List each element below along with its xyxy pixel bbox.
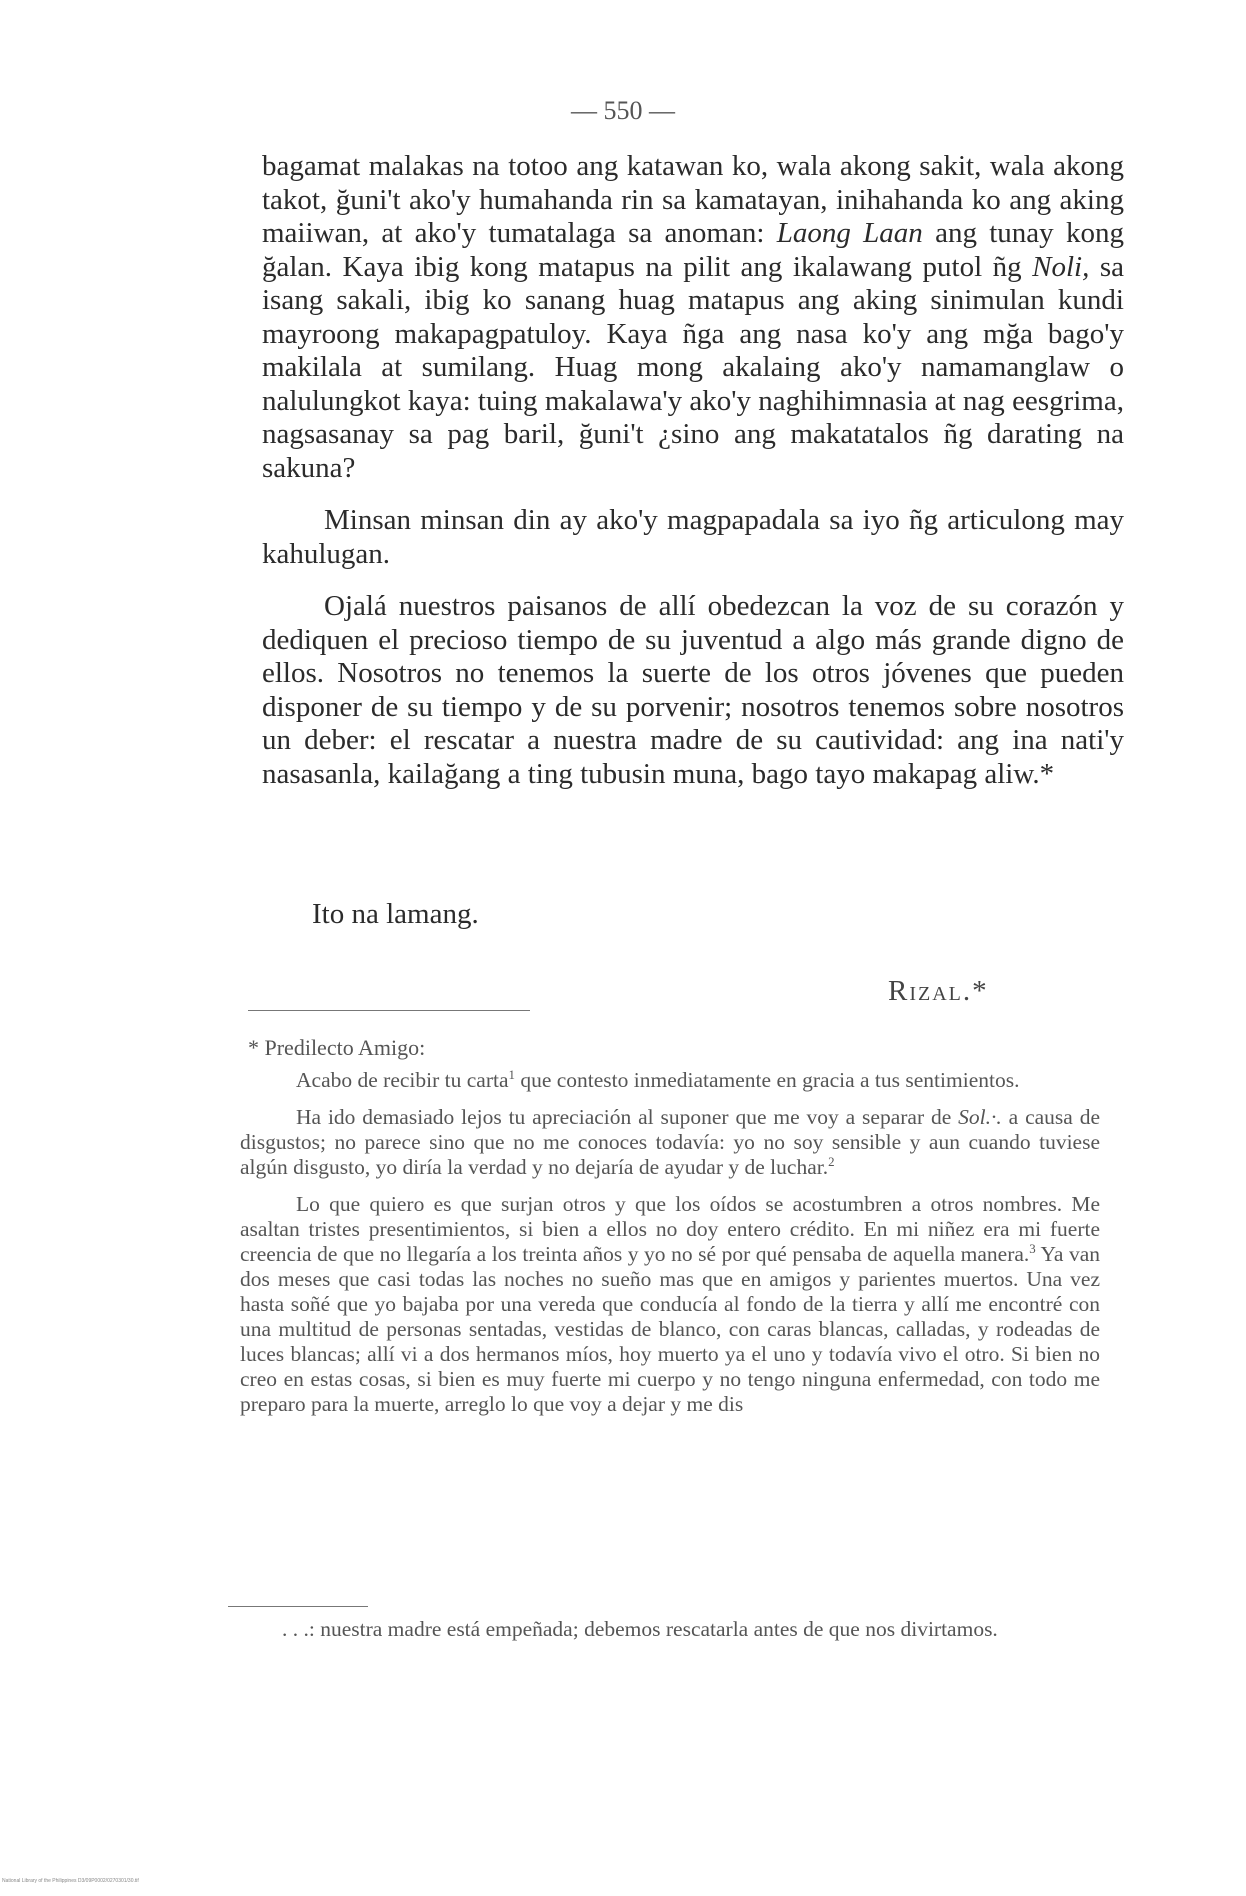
footnote-paragraph-1: Acabo de recibir tu carta$^1$ que contesto inmediatamente en gracia a tus sentimientos. — [296, 1067, 1020, 1092]
main-paragraph-3: Ojalá nuestros paisanos de allí obedezcan la voz de su corazón y dediquen el precioso tiempo de su juventud a algo más grande digno de ellos. Nosotros no tenemos la suerte de los otros jóvenes que pueden disponer de su tiempo y de su porvenir; nosotros tenemos sobre nosotros un deber: el rescatar a nuestra madre de su cautividad: ang ina nati'y nasasanla, kailağang a ting tubusin muna, bago tayo makapag aliw.* — [262, 590, 1124, 790]
main-paragraph-2: Minsan minsan din ay ako'y magpapadala sa iyo ñg articulong may kahulugan. — [262, 504, 1124, 570]
main-text — [262, 150, 1124, 810]
closing-line: Ito na lamang. — [312, 898, 479, 930]
footnote-paragraph-3: Lo que quiero es que surjan otros y que los oídos se acostumbren a otros nombres. Me asaltan tristes presentimientos, si bien a ellos no doy entero crédito. En mi niñez era mi fuerte creencia de que no llegaría a los treinta años y yo no sé por qué pensaba de aquella manera.$^3$ Ya van dos meses que casi todas las noches no sueño mas que en amigos y parientes muertos. Una vez hasta soñé que yo bajaba por una vereda que conducía al fondo de la tierra y allí me encontré con una multitud de personas sentadas, vestidas de blanco, con caras blancas, calladas, y rodeadas de luces blancas; allí vi a dos hermanos míos, hoy muerto ya el uno y todavía vivo el otro. Si bien no creo en estas cosas, si bien es muy fuerte mi cuerpo y no tengo ninguna enfermedad, con todo me preparo para la muerte, arreglo lo que voy a dejar y me dis — [240, 1192, 1100, 1416]
archive-stamp: National Library of the Philippines D3/09P0002/0270301/30.tif — [2, 1878, 139, 1884]
footnote — [240, 1035, 1100, 1429]
translation-note: . . .: nuestra madre está empeñada; debemos rescatarla antes de que nos divirtamos. — [282, 1617, 998, 1641]
page-number: — 550 — — [571, 96, 675, 125]
footnote-paragraph-2: Ha ido demasiado lejos tu apreciación al suponer que me voy a separar de Sol.·. a causa de disgustos; no parece sino que no me conoces todavía: yo no soy sensible y aun cuando tuviese algún disgusto, yo diría la verdad y no dejaría de ayudar y de luchar.$^2$ — [240, 1105, 1100, 1179]
translation-note-divider — [228, 1606, 368, 1607]
footnote-divider — [248, 1010, 530, 1011]
signature: Rizal.* — [888, 975, 989, 1007]
main-paragraph-1: bagamat malakas na totoo ang katawan ko, wala akong sakit, wala akong takot, ğuni't ako'y humahanda rin sa kamatayan, inihahanda ko ang aking maiiwan, at ako'y tumatalaga sa anoman: Laong Laan ang tunay kong ğalan. Kaya ibig kong matapus na pilit ang ikalawang putol ñg Noli, sa isang sakali, ibig ko sanang huag matapus ang aking sinimulan kundi mayroong makapagpatuloy. Kaya ñga ang nasa ko'y ang mğa bago'y makilala at sumilang. Huag mong akalaing ako'y namamanglaw o nalulungkot kaya: tuing makalawa'y ako'y naghihimnasia at nag eesgrima, nagsasanay sa pag baril, ğuni't ¿sino ang makatatalos ñg darating na sakuna? — [262, 150, 1124, 484]
footnote-salutation: * Predilecto Amigo: — [248, 1035, 426, 1060]
